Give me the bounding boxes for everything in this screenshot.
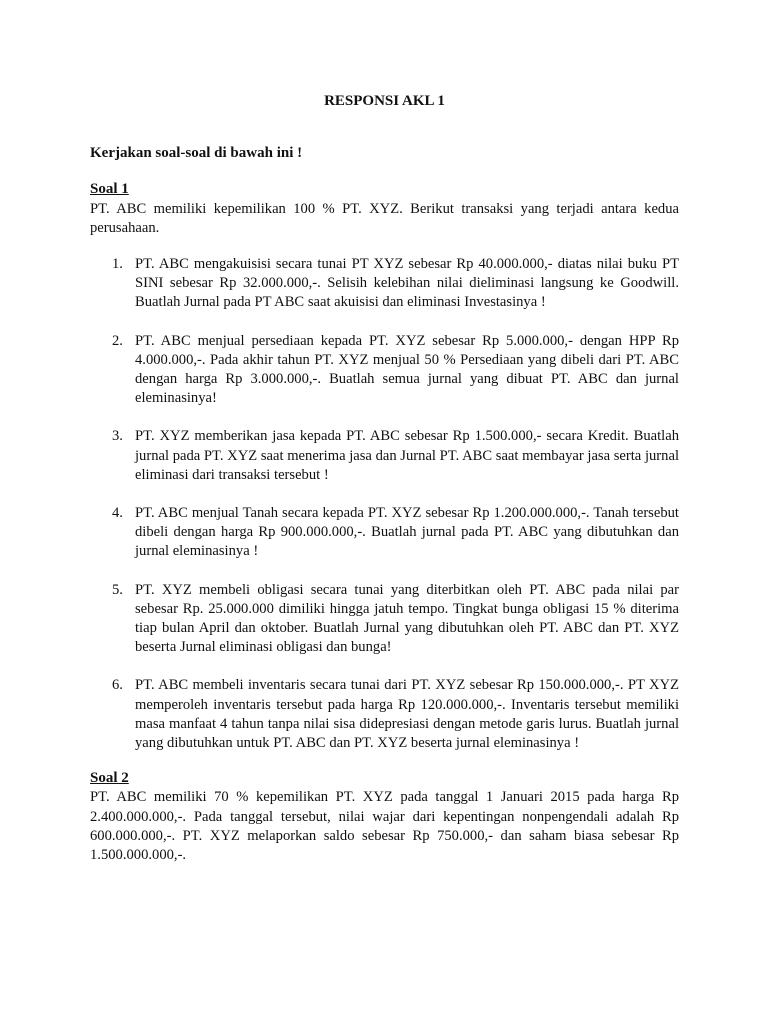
question-number: 1. bbox=[112, 256, 123, 273]
question-number: 6. bbox=[112, 677, 123, 694]
soal-2-section bbox=[90, 769, 679, 865]
instruction-text: Kerjakan soal-soal di bawah ini ! bbox=[90, 145, 303, 162]
question-text: PT. ABC menjual Tanah secara kepada PT. XYZ sebesar Rp 1.200.000.000,-. Tanah tersebut dibeli dengan harga Rp 900.000.000,-. Buatlah jurnal pada PT. ABC yang dibutuhkan dan jurnal eleminasinya ! bbox=[135, 505, 679, 560]
document-page bbox=[90, 92, 679, 865]
question-item bbox=[90, 255, 679, 313]
soal-1-heading: Soal 1 bbox=[90, 181, 129, 198]
question-text: PT. ABC menjual persediaan kepada PT. XYZ sebesar Rp 5.000.000,- dengan HPP Rp 4.000.000,-. Pada akhir tahun PT. XYZ menjual 50 % Persediaan yang dibeli dari PT. ABC dengan harga Rp 3.000.000,-. Buatlah semua jurnal yang dibuat PT. ABC dan jurnal eleminasinya! bbox=[135, 332, 679, 407]
question-number: 5. bbox=[112, 581, 123, 598]
question-item bbox=[90, 332, 679, 409]
question-text: PT. XYZ membeli obligasi secara tunai yang diterbitkan oleh PT. ABC pada nilai par sebesar Rp. 25.000.000 dimiliki hingga jatuh tempo. Tingkat bunga obligasi 15 % diterima tiap bulan April dan oktober. Buatlah Jurnal yang dibutuhkan oleh PT. ABC dan PT. XYZ beserta Jurnal eliminasi obligasi dan bunga! bbox=[135, 581, 679, 656]
soal-1-question-list bbox=[90, 255, 679, 753]
question-number: 3. bbox=[112, 428, 123, 445]
soal-1-intro: PT. ABC memiliki kepemilikan 100 % PT. XYZ. Berikut transaksi yang terjadi antara kedua perusahaan. bbox=[90, 200, 679, 236]
question-text: PT. ABC mengakuisisi secara tunai PT XYZ sebesar Rp 40.000.000,- diatas nilai buku PT SINI sebesar Rp 32.000.000,-. Selisih kelebihan nilai dieliminasi langsung ke Goodwill. Buatlah Jurnal pada PT ABC saat akuisisi dan eliminasi Investasinya ! bbox=[135, 256, 679, 311]
soal-2-text: PT. ABC memiliki 70 % kepemilikan PT. XYZ pada tanggal 1 Januari 2015 pada harga Rp 2.400.000.000,-. Pada tanggal tersebut, nilai wajar dari kepentingan nonpengendali adalah Rp 600.000.000,-. PT. XYZ melaporkan saldo sebesar Rp 750.000,- dan saham biasa sebesar Rp 1.500.000.000,-. bbox=[90, 789, 679, 864]
soal-2-heading: Soal 2 bbox=[90, 770, 129, 787]
document-title: RESPONSI AKL 1 bbox=[324, 93, 445, 109]
question-item bbox=[90, 676, 679, 753]
question-number: 4. bbox=[112, 505, 123, 522]
question-item bbox=[90, 581, 679, 658]
question-number: 2. bbox=[112, 332, 123, 349]
question-text: PT. ABC membeli inventaris secara tunai dari PT. XYZ sebesar Rp 150.000.000,-. PT XYZ memperoleh inventaris tersebut pada harga Rp 120.000.000,-. Inventaris tersebut memiliki masa manfaat 4 tahun tanpa nilai sisa didepresiasi dengan metode garis lurus. Buatlah jurnal yang dibutuhkan untuk PT. ABC dan PT. XYZ beserta jurnal eleminasinya ! bbox=[135, 677, 679, 752]
soal-1-section bbox=[90, 180, 679, 753]
question-text: PT. XYZ memberikan jasa kepada PT. ABC sebesar Rp 1.500.000,- secara Kredit. Buatlah jurnal pada PT. XYZ saat menerima jasa dan Jurnal PT. ABC saat membayar jasa serta jurnal eliminasi dari transaksi tersebut ! bbox=[135, 428, 679, 483]
question-item bbox=[90, 504, 679, 562]
question-item bbox=[90, 427, 679, 485]
